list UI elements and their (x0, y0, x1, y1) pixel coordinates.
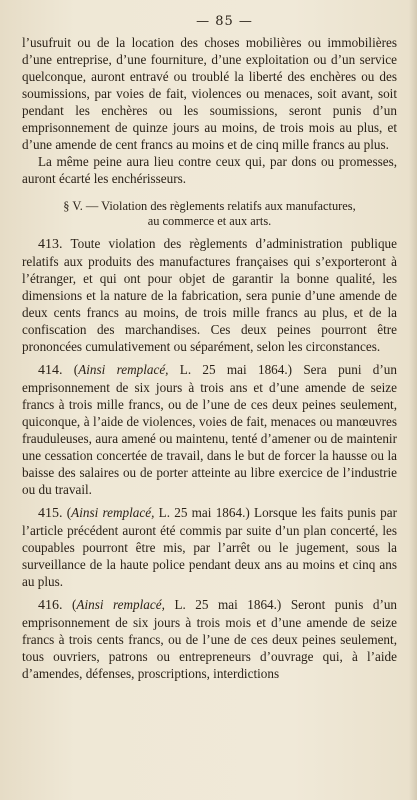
article-ref-open: ( (73, 362, 79, 377)
paragraph-continued: l’usufruit ou de la location des choses mobilières ou immobilières d’une entreprise, d’une fourniture, d’une exploitation ou d’un service quelconque, auront entravé ou troublé la liberté des enchères ou des soumissions, par voies de fait, violences ou menaces, soit avant, soit pendant les enchères ou les soumissions, seront punis d’un emprisonnement de quinze jours au moins, de trois mois au plus, et d’une amende de cent francs au moins et de cinq mille francs au plus. (22, 35, 397, 152)
section-heading-line-2: au commerce et aux arts. (147, 214, 272, 228)
article-date: L. 25 mai 1864.) (174, 597, 282, 612)
article-number: 413. (38, 237, 63, 252)
article-date: L. 25 mai 1864.) (158, 505, 250, 520)
section-heading-line-1: § V. — Violation des règlements relatifs aux manufactures, (63, 199, 356, 213)
article-text: Sera puni d’un emprisonnement de six jours à trois ans et d’une amende de seize francs à trois mille francs, ou de l’une de ces deux peines seulement, quiconque, à l’aide de violences, voies de fait, menaces ou manœuvres frauduleuses, aura amené ou maintenu, tenté d’amener ou de maintenir une cessation concertée de travail, dans le but de forcer la hausse ou la baisse des salaires ou de porter atteinte au libre exercice de l’industrie ou du travail. (22, 362, 397, 497)
article-413 (22, 235, 397, 355)
article-text: Toute violation des règlements d’administration publique relatifs aux produits des manufactures françaises qui s’exporteront à l’étranger, et qui ont pour objet de garantir la bonne qualité, les dimensions et la nature de la fabrication, sera punie d’une amende de deux cents francs au moins, de trois mille francs au plus, et de la confiscation des marchandises. Ces deux peines pourront être prononcées cumulativement ou séparément, selon les circonstances. (22, 236, 398, 354)
article-ref-open: ( (66, 505, 72, 520)
article-text: Lorsque les faits punis par l’article précédent auront été commis par suite d’un plan concerté, les coupables pourront être mis, par l’arrêt ou le jugement, sous la surveillance de la haute police pendant deux ans au moins et cinq ans au plus. (22, 505, 397, 589)
article-416 (22, 596, 397, 682)
article-ref-open: ( (72, 597, 77, 612)
article-date: L. 25 mai 1864.) (179, 362, 293, 377)
article-ref: Ainsi remplacé, (76, 597, 165, 612)
article-number: 416. (38, 598, 63, 613)
article-ref: Ainsi remplacé, (71, 505, 155, 520)
page-edge-shadow (409, 0, 417, 800)
article-number: 415. (38, 506, 63, 521)
article-number: 414. (38, 363, 63, 378)
article-text: Seront punis d’un emprisonnement de six jours à trois mois et d’une amende de seize francs à trois cents francs, ou de l’une de ces deux peines seulement, tous ouvriers, patrons ou entrepreneurs d’ouvrage qui, à l’aide d’amendes, défenses, proscriptions, interdictions (22, 597, 398, 681)
article-ref: Ainsi remplacé, (78, 362, 169, 377)
paragraph-same-penalty: La même peine aura lieu contre ceux qui, par dons ou promesses, auront écarté les enchérisseurs. (22, 154, 397, 186)
page-number: — 85 — (196, 14, 253, 29)
article-415 (22, 504, 397, 590)
article-414 (22, 361, 397, 498)
section-heading (22, 199, 397, 229)
